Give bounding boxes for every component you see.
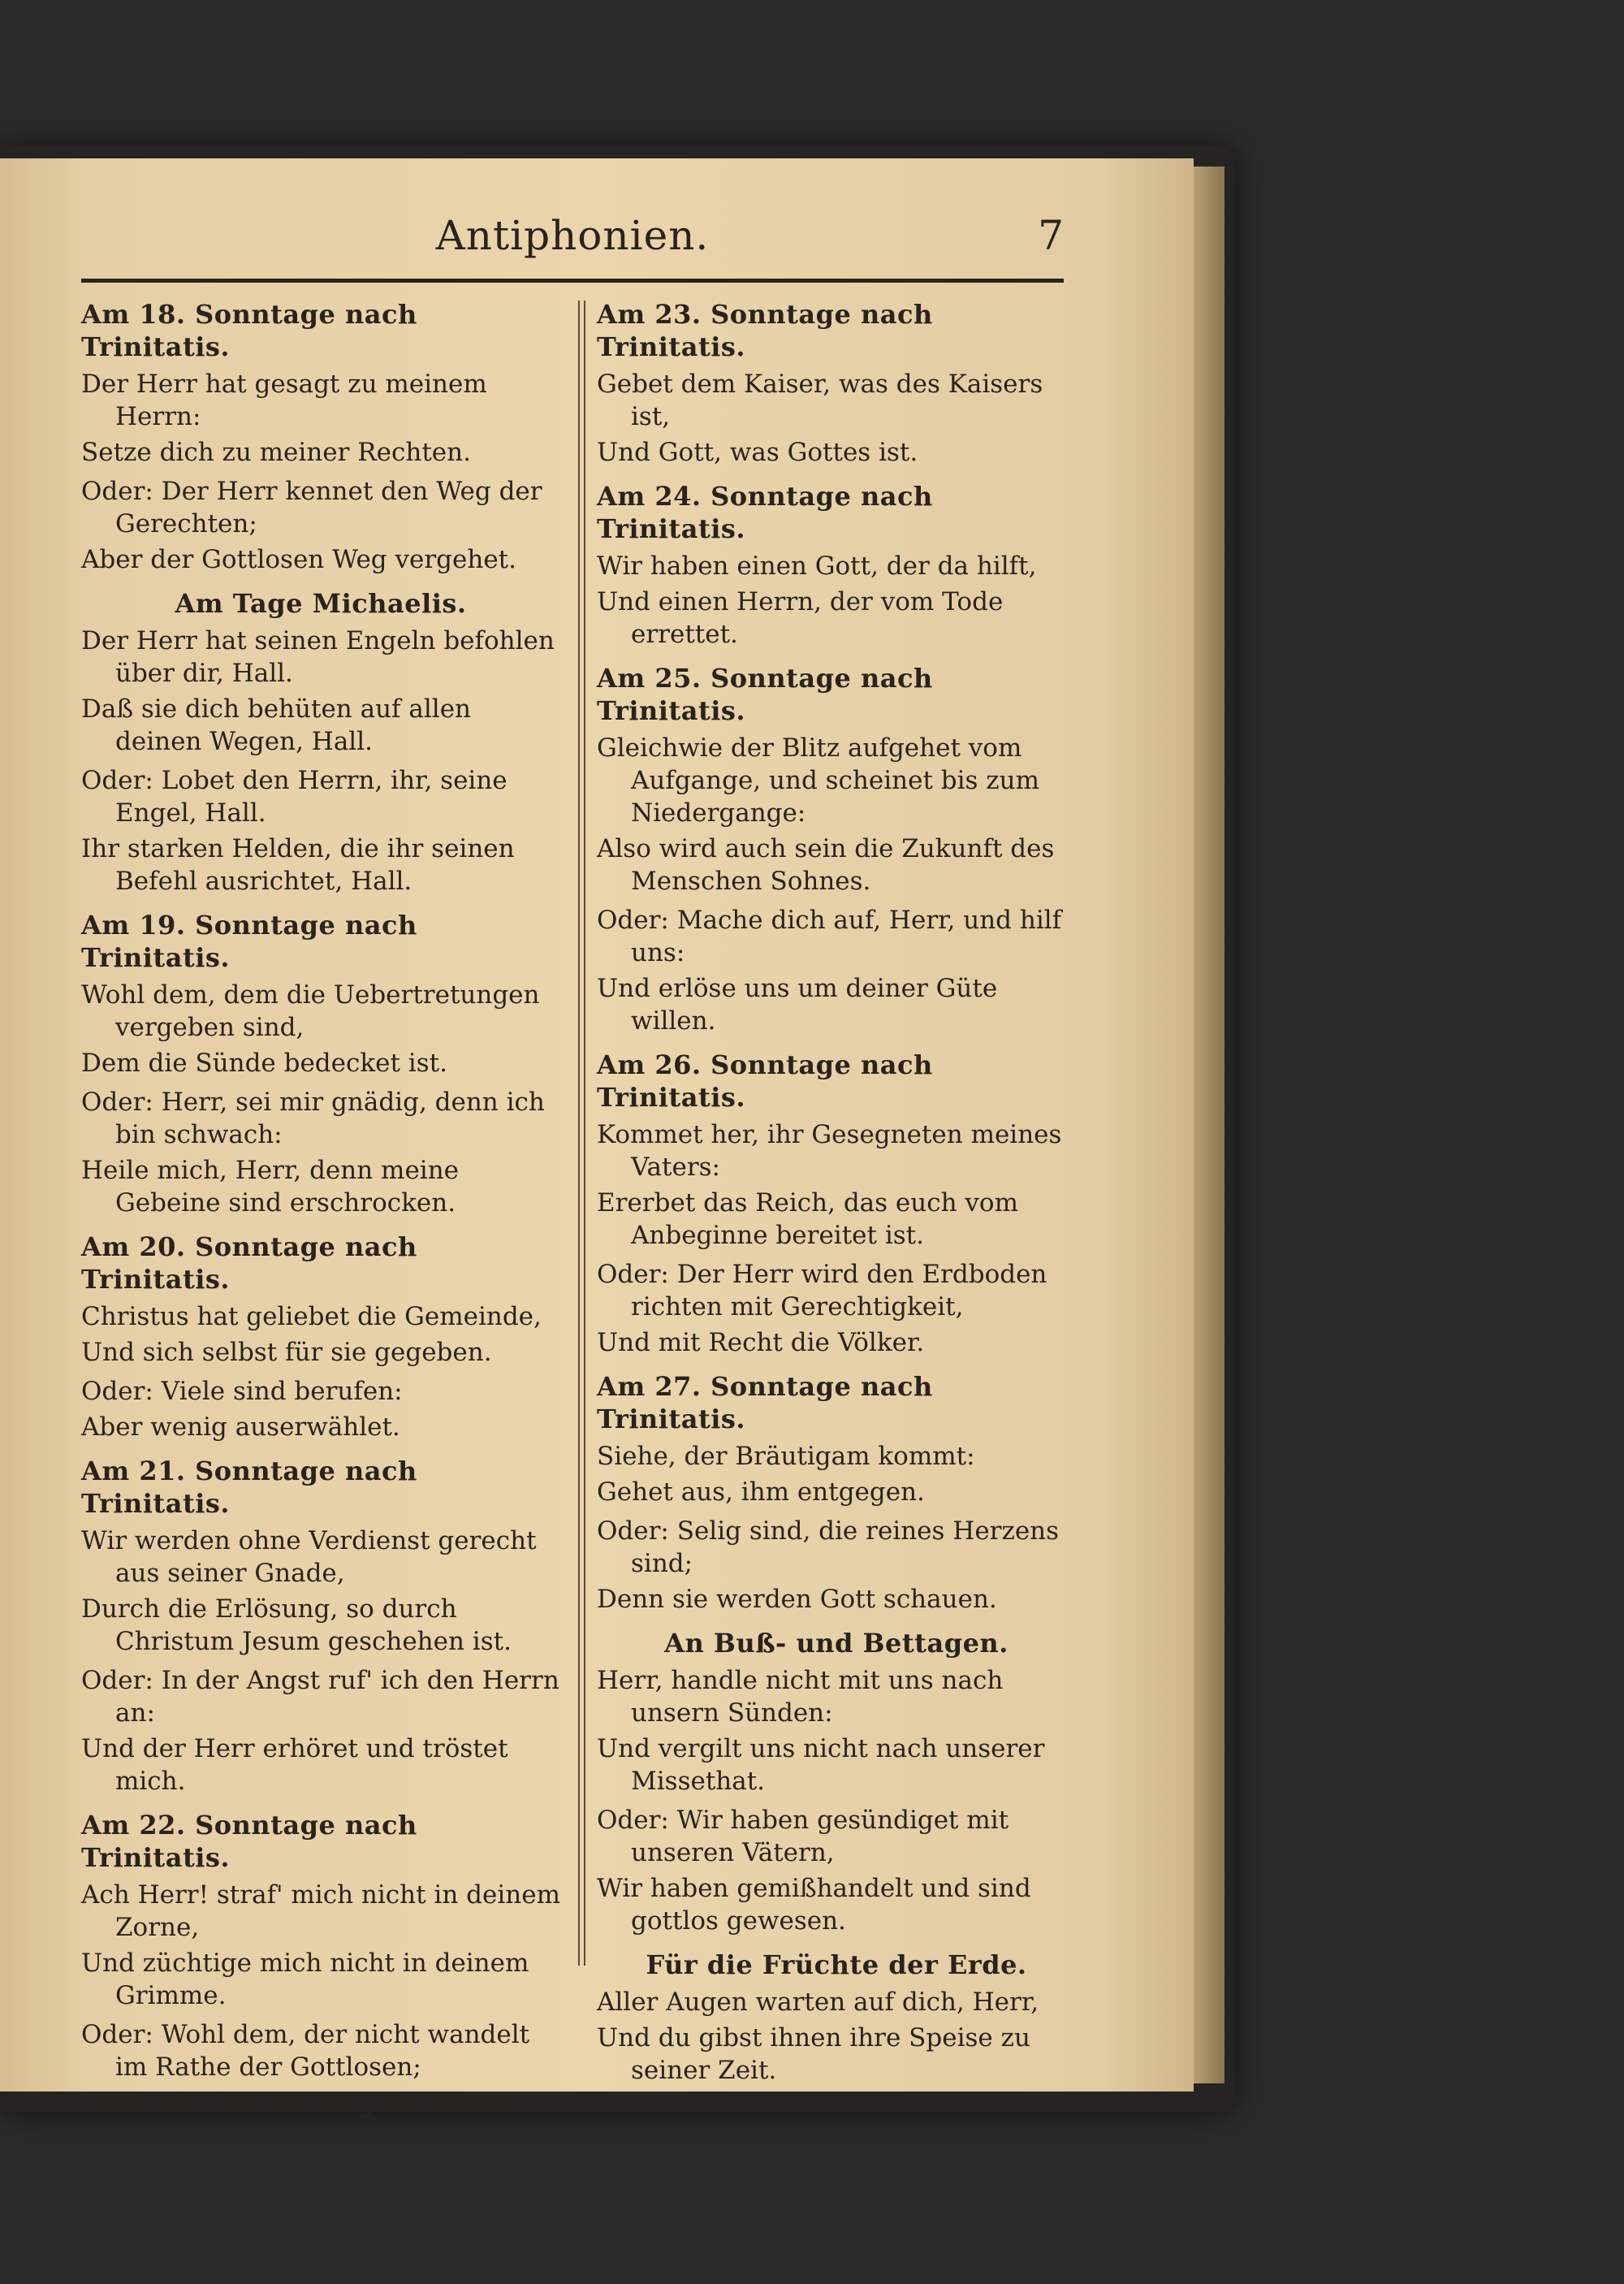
antiphon-verse-group <box>81 1086 560 1219</box>
antiphon-line: Oder: Wir haben gesündiget mit unseren Vätern, <box>597 1806 1009 1867</box>
antiphon-line: Wir werden ohne Verdienst gerecht aus seiner Gnade, <box>81 1526 537 1588</box>
antiphon-verse-group <box>81 1300 560 1369</box>
antiphon-section <box>597 1949 1076 2087</box>
antiphon-line: Und einen Herrn, der vom Tode errettet. <box>597 587 1004 649</box>
antiphon-verse-group <box>81 475 560 576</box>
antiphon-line: Oder: Lobet den Herrn, ihr, seine Engel, Hall. <box>81 766 508 828</box>
section-heading: Am 27. Sonntage nach Trinitatis. <box>597 1371 933 1434</box>
section-heading: Am 18. Sonntage nach Trinitatis. <box>81 299 417 362</box>
left-column <box>81 298 560 2130</box>
antiphon-line: Noch tritt auf den Weg der Sünder. <box>81 2088 531 2117</box>
antiphon-section <box>597 480 1076 651</box>
antiphon-section <box>81 587 560 898</box>
section-heading: An Buß- und Bettagen. <box>664 1628 1009 1659</box>
antiphon-section <box>81 909 560 1219</box>
antiphon-section <box>597 298 1076 469</box>
antiphon-line: Und Gott, was Gottes ist. <box>597 438 918 467</box>
antiphon-verse-group <box>81 979 560 1079</box>
antiphon-verse-group <box>81 1525 560 1658</box>
antiphon-line: Wir haben gemißhandelt und sind gottlos gewesen. <box>597 1874 1031 1936</box>
section-heading: Am 23. Sonntage nach Trinitatis. <box>597 299 933 362</box>
section-heading: Am 22. Sonntage nach Trinitatis. <box>81 1810 417 1873</box>
antiphon-verse-group <box>597 1986 1076 2087</box>
antiphon-line: Oder: Der Herr kennet den Weg der Gerechten; <box>81 477 542 539</box>
antiphon-line: Wohl dem, dem die Uebertretungen vergeben sind, <box>81 980 540 1042</box>
section-heading: Für die Früchte der Erde. <box>646 1949 1027 1980</box>
antiphon-line: Ererbet das Reich, das euch vom Anbeginne bereitet ist. <box>597 1188 1018 1250</box>
section-heading: Am 26. Sonntage nach Trinitatis. <box>597 1049 933 1113</box>
antiphon-line: Gleichwie der Blitz aufgehet vom Aufgange, und scheinet bis zum Niedergange: <box>597 733 1039 828</box>
antiphon-line: Daß sie dich behüten auf allen deinen Wegen, Hall. <box>81 694 472 756</box>
antiphon-line: Dem die Sünde bedecket ist. <box>81 1049 447 1078</box>
page-title: Antiphonien. <box>435 212 710 259</box>
antiphon-section <box>597 1049 1076 1359</box>
antiphon-verse-group <box>81 1375 560 1443</box>
antiphon-verse-group <box>81 1664 560 1797</box>
column-divider <box>578 301 585 1966</box>
antiphon-line: Und erlöse uns um deiner Güte willen. <box>597 974 998 1036</box>
antiphon-line: Und züchtige mich nicht in deinem Grimme. <box>81 1949 529 2010</box>
antiphon-line: Denn sie werden Gott schauen. <box>597 1585 997 1614</box>
antiphon-line: Oder: Mache dich auf, Herr, und hilf uns: <box>597 906 1062 967</box>
page-number: 7 <box>1038 212 1064 259</box>
antiphon-line: Oder: Selig sind, die reines Herzens sind; <box>597 1516 1060 1578</box>
antiphon-line: Und vergilt uns nicht nach unserer Missethat. <box>597 1734 1045 1796</box>
antiphon-line: Christus hat geliebet die Gemeinde, <box>81 1302 542 1331</box>
antiphon-verse-group <box>597 1664 1076 1797</box>
antiphon-line: Setze dich zu meiner Rechten. <box>81 438 471 467</box>
antiphon-line: Oder: Der Herr wird den Erdboden richten mit Gerechtigkeit, <box>597 1260 1047 1322</box>
section-heading: Am 19. Sonntage nach Trinitatis. <box>81 910 417 973</box>
antiphon-verse-group <box>81 625 560 758</box>
antiphon-verse-group <box>597 1118 1076 1252</box>
header-rule <box>81 279 1064 283</box>
antiphon-line: Wir haben einen Gott, der da hilft, <box>597 552 1037 581</box>
antiphon-line: Aber der Gottlosen Weg vergehet. <box>81 545 516 574</box>
section-heading: Am 25. Sonntage nach Trinitatis. <box>597 663 933 726</box>
antiphon-line: Heile mich, Herr, denn meine Gebeine sind erschrocken. <box>81 1156 460 1218</box>
antiphon-verse-group <box>81 1879 560 2012</box>
antiphon-line: Durch die Erlösung, so durch Christum Jesum geschehen ist. <box>81 1594 512 1656</box>
antiphon-line: Ihr starken Helden, die ihr seinen Befehl ausrichtet, Hall. <box>81 834 515 896</box>
antiphon-line: Ach Herr! straf' mich nicht in deinem Zorne, <box>81 1880 560 1942</box>
antiphon-line: Kommet her, ihr Gesegneten meines Vaters: <box>597 1120 1062 1182</box>
right-column <box>597 298 1076 2098</box>
section-heading: Am Tage Michaelis. <box>175 588 467 619</box>
antiphon-section <box>597 662 1076 1037</box>
antiphon-verse-group <box>81 2018 560 2119</box>
antiphon-line: Und mit Recht die Völker. <box>597 1328 925 1357</box>
antiphon-section <box>81 1455 560 1797</box>
antiphon-verse-group <box>597 732 1076 898</box>
section-heading: Am 20. Sonntage nach Trinitatis. <box>81 1231 417 1295</box>
antiphon-verse-group <box>81 764 560 898</box>
antiphon-line: Und du gibst ihnen ihre Speise zu seiner Zeit. <box>597 2023 1030 2085</box>
antiphon-verse-group <box>597 1258 1076 1359</box>
section-heading: Am 21. Sonntage nach Trinitatis. <box>81 1456 417 1519</box>
antiphon-section <box>597 1627 1076 1937</box>
antiphon-section <box>81 1231 560 1443</box>
antiphon-line: Herr, handle nicht mit uns nach unsern Sünden: <box>597 1666 1004 1728</box>
antiphon-section <box>81 1809 560 2119</box>
section-heading: Am 24. Sonntage nach Trinitatis. <box>597 481 933 544</box>
antiphon-line: Oder: Herr, sei mir gnädig, denn ich bin schwach: <box>81 1088 545 1149</box>
antiphon-line: Und der Herr erhöret und tröstet mich. <box>81 1734 508 1796</box>
antiphon-line: Aber wenig auserwählet. <box>81 1412 400 1442</box>
antiphon-line: Gebet dem Kaiser, was des Kaisers ist, <box>597 370 1043 431</box>
antiphon-line: Oder: In der Angst ruf' ich den Herrn an: <box>81 1666 559 1728</box>
antiphon-line: Der Herr hat gesagt zu meinem Herrn: <box>81 370 487 431</box>
antiphon-verse-group <box>597 368 1076 469</box>
antiphon-line: Oder: Wohl dem, der nicht wandelt im Rathe der Gottlosen; <box>81 2020 530 2082</box>
antiphon-verse-group <box>81 368 560 469</box>
antiphon-line: Siehe, der Bräutigam kommt: <box>597 1442 975 1471</box>
book-page <box>0 158 1194 2117</box>
antiphon-verse-group <box>597 1804 1076 1937</box>
antiphon-verse-group <box>597 550 1076 651</box>
antiphon-verse-group <box>597 1515 1076 1616</box>
antiphon-section <box>81 298 560 576</box>
antiphon-verse-group <box>597 1440 1076 1508</box>
antiphon-section <box>597 1370 1076 1616</box>
page-header <box>81 209 1064 266</box>
antiphon-line: Oder: Viele sind berufen: <box>81 1377 403 1406</box>
antiphon-line: Der Herr hat seinen Engeln befohlen über dir, Hall. <box>81 626 555 688</box>
antiphon-verse-group <box>597 904 1076 1037</box>
antiphon-line: Gehet aus, ihm entgegen. <box>597 1477 925 1507</box>
antiphon-line: Also wird auch sein die Zukunft des Menschen Sohnes. <box>597 834 1055 896</box>
antiphon-line: Aller Augen warten auf dich, Herr, <box>597 1988 1039 2017</box>
antiphon-line: Und sich selbst für sie gegeben. <box>81 1338 492 1367</box>
